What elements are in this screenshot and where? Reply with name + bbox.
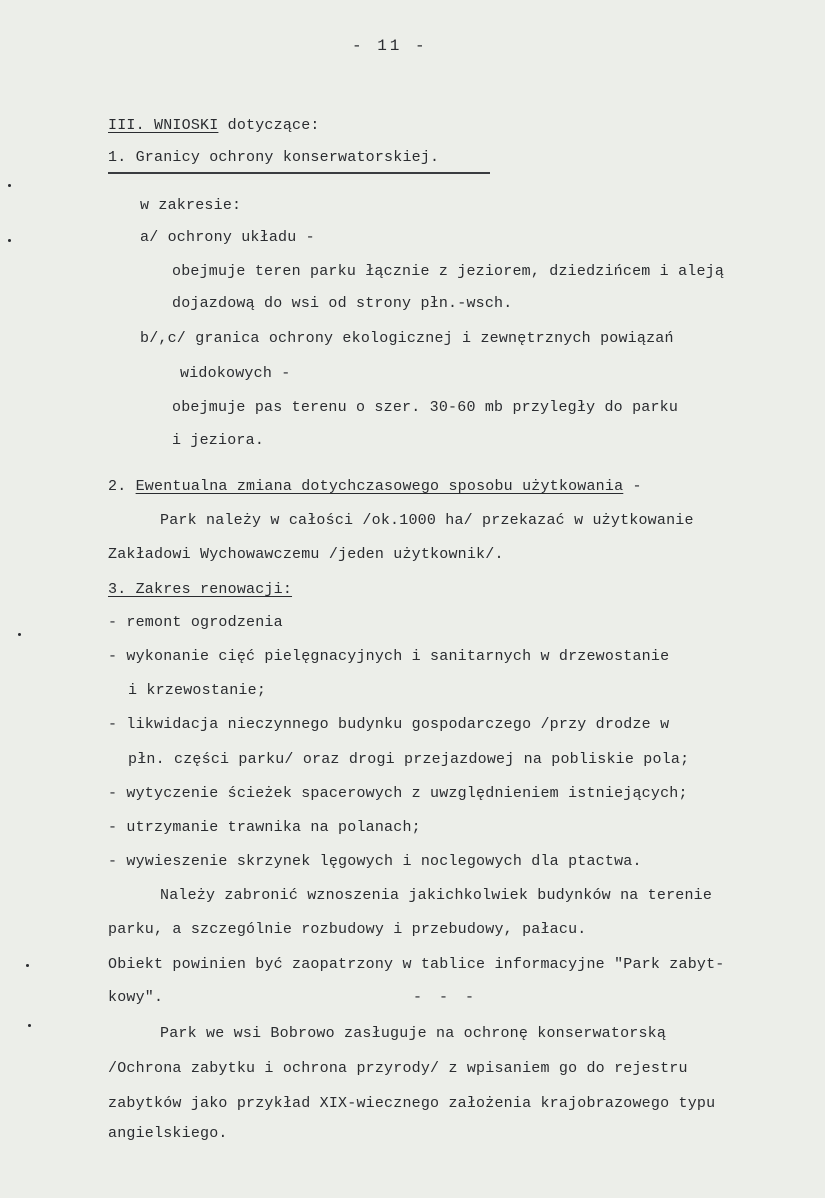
- renovation-item: - wytyczenie ścieżek spacerowych z uwzględnieniem istniejących;: [108, 785, 688, 802]
- scan-speck: [26, 964, 29, 967]
- closing-p3-line4: angielskiego.: [108, 1125, 228, 1142]
- item1-title: 1. Granicy ochrony konserwatorskiej.: [108, 149, 440, 166]
- item2-number: 2.: [108, 478, 136, 495]
- renovation-item: - likwidacja nieczynnego budynku gospodarczego /przy drodze w: [108, 716, 670, 733]
- renovation-item: - wykonanie cięć pielęgnacyjnych i sanitarnych w drzewostanie: [108, 648, 670, 665]
- renovation-item: - utrzymanie trawnika na polanach;: [108, 819, 421, 836]
- section-heading-rest: dotyczące:: [218, 117, 320, 134]
- item2-title-suffix: -: [623, 478, 642, 495]
- page-number: - 11 -: [352, 37, 428, 55]
- closing-p3-line1: Park we wsi Bobrowo zasługuje na ochronę konserwatorską: [160, 1025, 667, 1042]
- scan-speck: [18, 633, 21, 636]
- closing-p2-line1: Obiekt powinien być zaopatrzony w tablice informacyjne "Park zabyt-: [108, 956, 725, 973]
- scan-speck: [28, 1024, 31, 1027]
- closing-p2-line2: kowy".: [108, 989, 164, 1006]
- renovation-item: - wywieszenie skrzynek lęgowych i noclegowych dla ptactwa.: [108, 853, 642, 870]
- item1-scope: w zakresie:: [140, 197, 242, 214]
- item1-a-line1: obejmuje teren parku łącznie z jeziorem, dziedzińcem i aleją: [172, 263, 725, 280]
- item2-title-text: Ewentualna zmiana dotychczasowego sposobu użytkowania: [135, 478, 624, 495]
- item2-title: [108, 477, 642, 497]
- item1-bc-line2: widokowych -: [180, 365, 291, 382]
- item1-bc-line1: b/,c/ granica ochrony ekologicznej i zewnętrznych powiązań: [140, 330, 674, 347]
- item1-a-line2: dojazdową do wsi od strony płn.-wsch.: [172, 295, 513, 312]
- scan-speck: [8, 239, 11, 242]
- section-heading: [108, 116, 320, 136]
- renovation-item-continuation: i krzewostanie;: [128, 682, 267, 699]
- section-heading-label: III. WNIOSKI: [108, 117, 219, 134]
- item1-title-underline: [108, 172, 490, 174]
- closing-p3-line3: zabytków jako przykład XIX-wiecznego założenia krajobrazowego typu: [108, 1095, 716, 1112]
- item2-line1: Park należy w całości /ok.1000 ha/ przekazać w użytkowanie: [160, 512, 694, 529]
- item3-title-text: 3. Zakres renowacji:: [108, 581, 293, 598]
- closing-p3-line2: /Ochrona zabytku i ochrona przyrody/ z wpisaniem go do rejestru: [108, 1060, 688, 1077]
- item1-bc-line4: i jeziora.: [172, 432, 265, 449]
- item1-a-label: a/ ochrony układu -: [140, 229, 315, 246]
- closing-p1-line2: parku, a szczególnie rozbudowy i przebudowy, pałacu.: [108, 921, 587, 938]
- item2-line2: Zakładowi Wychowawczemu /jeden użytkownik/.: [108, 546, 504, 563]
- renovation-item-continuation: płn. części parku/ oraz drogi przejazdowej na pobliskie pola;: [128, 751, 690, 768]
- scan-speck: [8, 184, 11, 187]
- item1-bc-line3: obejmuje pas terenu o szer. 30-60 mb przyległy do parku: [172, 399, 679, 416]
- item3-title: [108, 580, 292, 600]
- section-separator: - - -: [413, 989, 479, 1006]
- closing-p1-line1: Należy zabronić wznoszenia jakichkolwiek budynków na terenie: [160, 887, 713, 904]
- renovation-item: - remont ogrodzenia: [108, 614, 283, 631]
